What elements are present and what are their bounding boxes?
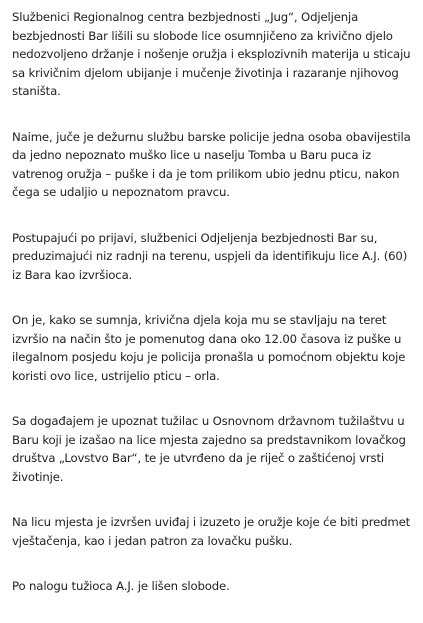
article-body bbox=[12, 8, 417, 623]
article-paragraph: Postupajući po prijavi, službenici Odjeljenja bezbjednosti Bar su, preduzimajući niz radnji na terenu, uspjeli da identifikuju lice A.J. (60) iz Bara kao izvršioca. bbox=[12, 230, 408, 282]
article-paragraph: Na licu mjesta je izvršen uviđaj i izuzeto je oružje koje će biti predmet vještačenja, kao i jedan patron za lovačku pušku. bbox=[12, 515, 411, 548]
article-paragraph: Službenici Regionalnog centra bezbjednosti „Jug“, Odjeljenja bezbjednosti Bar lišili su slobode lice osumnjičeno za krivično djelo nedozvoljeno držanje i nošenje oružja i eksplozivnih materija u sticaju sa krivičnim djelom ubijanje i mučenje životinja i razaranje njihovog staništa. bbox=[12, 10, 411, 98]
article-paragraph: On je, kako se sumnja, krivična djela koja mu se stavljaju na teret izvršio na način što je pomenutog dana oko 12.00 časova iz puške u ilegalnom posjedu koju je policija pronašla u pomoćnom objektu koje koristi ovo lice, ustrijelio pticu – orla. bbox=[12, 313, 406, 383]
article-paragraph: Po nalogu tužioca A.J. je lišen slobode. bbox=[12, 579, 230, 593]
article-paragraph: Sa događajem je upoznat tužilac u Osnovnom državnom tužilaštvu u Baru koji je izašao na lice mjesta zajedno sa predstavnikom lovačkog društva „Lovstvo Bar“, te je utvrđeno da je riječ o zaštićenoj vrsti životinje. bbox=[12, 414, 406, 484]
article-paragraph: Naime, juče je dežurnu službu barske policije jedna osoba obavijestila da jedno nepoznato muško lice u naselju Tomba u Baru puca iz vatrenog oružja – puške i da je tom prilikom ubio jednu pticu, nakon čega se udaljio u nepoznatom pravcu. bbox=[12, 129, 411, 199]
